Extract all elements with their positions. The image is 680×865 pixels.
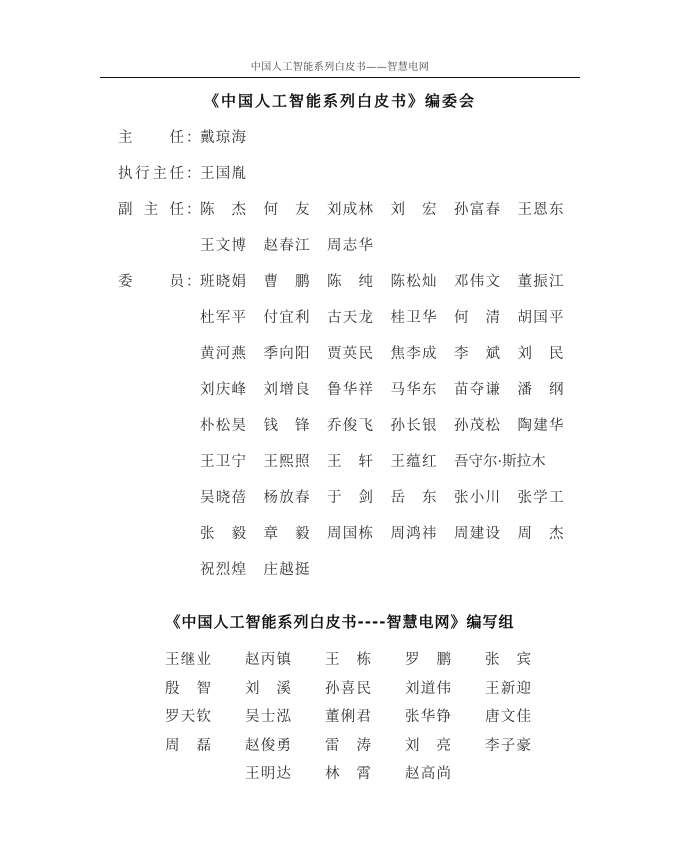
person-name: 刘 亮 — [405, 737, 451, 754]
running-header: 中国人工智能系列白皮书——智慧电网 — [250, 62, 430, 73]
person-name: 刘 溪 — [245, 680, 291, 697]
person-name: 陶 建 华 — [517, 418, 564, 434]
person-name: 季 向 阳 — [263, 346, 310, 362]
person-name: 李 斌 — [454, 346, 500, 362]
person-name: 杨 放 春 — [263, 490, 310, 506]
role-label: 委 员 ： — [118, 274, 201, 290]
person-name: 王 新 迎 — [485, 680, 531, 697]
person-name: 胡 国 平 — [517, 310, 564, 326]
person-name: 钱 锋 — [263, 418, 310, 434]
person-name: 苗 夺 谦 — [454, 382, 500, 398]
person-name: 桂 卫 华 — [390, 310, 437, 326]
person-name: 王 文 博 — [200, 238, 246, 254]
person-name: 陈 纯 — [327, 274, 373, 290]
person-name: 周 志 华 — [327, 238, 373, 254]
person-name: 王 轩 — [327, 454, 373, 470]
person-name: 周 鸿 祎 — [390, 526, 437, 542]
person-name: 唐 文 佳 — [485, 709, 531, 725]
person-name: 赵 丙 镇 — [245, 652, 291, 668]
person-name: 吾守尔·斯拉木 — [454, 454, 546, 470]
person-name: 王 国 胤 — [200, 166, 246, 182]
writing-group-title: 《中国人工智能系列白皮书----智慧电网》编写组 — [165, 613, 515, 631]
person-name: 孙 富 春 — [454, 202, 500, 218]
person-name: 张 小 川 — [454, 490, 500, 506]
person-name: 周 国 栋 — [327, 526, 373, 542]
person-name: 王 恩 东 — [517, 202, 564, 218]
person-name: 鲁 华 祥 — [327, 382, 373, 398]
role-label: 执 行 主 任 ： — [118, 166, 201, 182]
person-name: 刘 庆 峰 — [200, 382, 246, 398]
person-name: 林 霄 — [325, 766, 371, 782]
person-name: 孙 长 银 — [390, 418, 437, 434]
person-name: 王 继 业 — [165, 652, 211, 668]
person-name: 罗 鹏 — [405, 652, 451, 668]
person-name: 古 天 龙 — [327, 310, 373, 326]
person-name: 张 华 铮 — [405, 709, 451, 725]
person-name: 赵 俊 勇 — [245, 737, 291, 754]
person-name: 杜 军 平 — [200, 310, 246, 326]
person-name: 刘 道 伟 — [405, 680, 451, 697]
person-name: 李 子 豪 — [485, 737, 531, 754]
person-name: 刘 民 — [517, 346, 564, 362]
person-name: 戴 琼 海 — [200, 130, 246, 146]
person-name: 付 宜 利 — [263, 310, 310, 326]
person-name: 张 毅 — [200, 526, 246, 542]
role-label: 副 主 任 ： — [118, 202, 201, 218]
person-name: 乔 俊 飞 — [327, 418, 373, 434]
person-name: 贾 英 民 — [327, 346, 373, 362]
person-name: 班 晓 娟 — [200, 274, 246, 290]
person-name: 孙 茂 松 — [454, 418, 500, 434]
person-name: 于 剑 — [327, 490, 373, 506]
person-name: 张 学 工 — [517, 490, 564, 506]
person-name: 朴 松 昊 — [200, 418, 246, 434]
person-name: 焦 李 成 — [390, 346, 437, 362]
person-name: 庄 越 挺 — [263, 562, 310, 578]
person-name: 邓 伟 文 — [454, 274, 500, 290]
person-name: 王 蕴 红 — [390, 454, 437, 470]
person-name: 董 俐 君 — [325, 709, 371, 725]
person-name: 马 华 东 — [390, 382, 437, 398]
person-name: 潘 纲 — [517, 382, 564, 398]
person-name: 黄 河 燕 — [200, 346, 246, 362]
person-name: 何 友 — [263, 202, 310, 218]
person-name: 岳 东 — [390, 490, 437, 506]
person-name: 王 卫 宁 — [200, 454, 246, 470]
person-name: 雷 涛 — [325, 737, 371, 754]
person-name: 吴 晓 蓓 — [200, 490, 246, 506]
person-name: 王 栋 — [325, 652, 371, 668]
person-name: 陈 杰 — [200, 202, 246, 218]
person-name: 王 明 达 — [245, 766, 291, 782]
role-label: 主 任 ： — [118, 130, 201, 146]
committee-title: 《中国人工智能系列白皮书》编委会 — [203, 92, 476, 110]
person-name: 赵 高 尚 — [405, 766, 451, 782]
person-name: 何 清 — [454, 310, 500, 326]
person-name: 孙 喜 民 — [325, 680, 371, 697]
person-name: 曹 鹏 — [263, 274, 310, 290]
person-name: 吴 士 泓 — [245, 709, 291, 725]
person-name: 殷 智 — [165, 680, 211, 697]
header-rule — [100, 77, 580, 78]
person-name: 董 振 江 — [517, 274, 564, 290]
person-name: 章 毅 — [263, 526, 310, 542]
person-name: 周 建 设 — [454, 526, 500, 542]
person-name: 刘 成 林 — [327, 202, 373, 218]
person-name: 罗 天 钦 — [165, 709, 211, 725]
person-name: 赵 春 江 — [263, 238, 310, 254]
person-name: 刘 宏 — [390, 202, 437, 218]
person-name: 祝 烈 煌 — [200, 562, 246, 578]
person-name: 王 熙 照 — [263, 454, 310, 470]
person-name: 陈 松 灿 — [390, 274, 437, 290]
person-name: 周 杰 — [517, 526, 564, 542]
person-name: 刘 增 良 — [263, 382, 310, 398]
person-name: 张 宾 — [485, 652, 531, 668]
person-name: 周 磊 — [165, 737, 211, 754]
